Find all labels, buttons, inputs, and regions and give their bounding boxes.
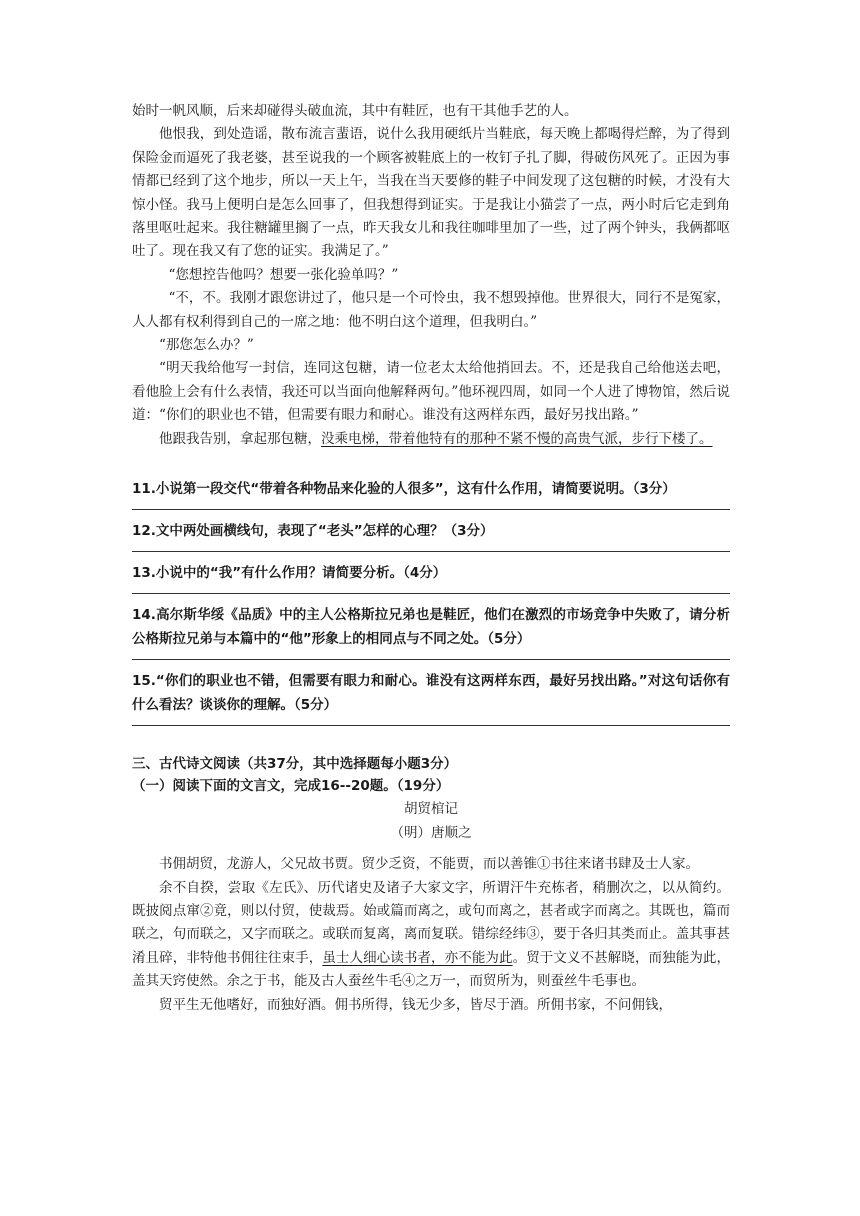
sub-section-heading: （一）阅读下面的文言文，完成16--20题。（19分） [132,778,450,795]
story-paragraph-7-text: 他跟我告别，拿起那包糖， [159,430,321,447]
answer-line [132,725,730,726]
story-paragraph-1: 始时一帆风顺，后来却碰得头破血流，其中有鞋匠，也有干其他手艺的人。 [132,103,578,119]
underlined-sentence: 没乘电梯，带着他特有的那种不紧不慢的高贵气派，步行下楼了。 [321,430,713,447]
answer-line [132,659,730,660]
classical-paragraph-3: 贸平生无他嗜好，而独好酒。佣书所得，钱无少多，皆尽于酒。所佣书家，不问佣钱， [159,996,672,1013]
story-paragraph-2: 他恨我，到处造谣，散布流言蜚语，说什么我用硬纸片当鞋底，每天晚上都喝得烂醉，为了得到保险金而逼死了我老婆，甚至说我的一个顾客被鞋底上的一枚钉子扎了脚，得破伤风死了。正因为事情都已经到了这个地步，所以一天上午，当我在当天要修的鞋子中间发现了这包糖的时候，才没有大惊小怪。我马上便明白是怎么回事了，但我想得到证实。于是我让小猫尝了一点，两小时后它走到角落里呕吐起来。我往糖罐里搁了一点，昨天我女儿和我往咖啡里加了一些，过了两个钟头，我俩都呕吐了。现在我又有了您的证实。我满足了。” [132,126,730,260]
answer-line [132,593,730,594]
answer-line [132,551,730,552]
answer-line [132,509,730,510]
spacer [132,451,730,477]
classical-paragraph-2-text: 余不自揆，尝取《左氏》、历代诸史及诸子大家文字，所谓汗牛充栋者，稍删次之，以从简约。既披阅点窜②竟，则以付贸，使裁焉。始或篇而离之，或句而离之，甚者或字而离之。其既也，篇而联之，句而联之，又字而联之。或联而复离，离而复联。错综经纬③，要于各归其类而止。盖其事甚淆且碎，非特他书佣往往束手， [132,879,730,966]
spacer [132,735,730,753]
classical-paragraph-1: 书佣胡贸，龙游人，父兄故书贾。贸少乏资，不能贾，而以善锥①书往来诸书肆及士人家。 [159,856,699,873]
passage-author: （明）唐顺之 [390,825,472,842]
question-12: 12.文中两处画横线句，表现了“老头”怎样的心理？（3分） [132,523,494,540]
story-paragraph-5: “那您怎么办？” [159,337,254,354]
question-11: 11.小说第一段交代“带着各种物品来化验的人很多”，这有什么作用，请简要说明。（3分） [132,481,676,498]
classical-paragraph-2 [132,877,730,994]
question-14: 14.高尔斯华绥《品质》中的主人公格斯拉兄弟也是鞋匠，他们在激烈的市场竞争中失败了，请分析公格斯拉兄弟与本篇中的“他”形象上的相同点与不同之处。（5分） [132,607,730,648]
story-paragraph-6: “明天我给他写一封信，连同这包糖，请一位老太太给他捎回去。不，还是我自己给他送去吧，看他脸上会有什么表情，我还可以当面向他解释两句。”他环视四周，如同一个人进了博物馆，然后说道：“你们的职业也不错，但需要有眼力和耐心。谁没有这两样东西，最好另找出路。” [132,360,730,424]
question-13: 13.小说中的“我”有什么作用？请简要分析。（4分） [132,565,447,582]
spacer [132,845,730,853]
story-paragraph-4: “不，不。我刚才跟您讲过了，他只是一个可怜虫，我不想毁掉他。世界很大，同行不是冤家，人人都有权利得到自己的一席之地：他不明白这个道理，但我明白。” [132,290,730,330]
story-paragraph-3: “您想控告他吗？想要一张化验单吗？” [168,266,399,283]
story-paragraph-7 [132,428,730,451]
passage-title: 胡贸棺记 [404,801,458,818]
page-content [132,100,730,1017]
classical-paragraph-2-text-end: 。贸于文义不甚解晓，而独能为此，盖其天窍使然。余之于书，能及古人蚕丝牛毛④之万一，而贸所为，则蚕丝牛毛事也。 [132,949,731,990]
underlined-sentence: 虽士人细心读书者，亦不能为此 [322,949,513,966]
question-15: 15.“你们的职业也不错，但需要有眼力和耐心。谁没有这两样东西，最好另找出路。”对这句话你有什么看法？谈谈你的理解。（5分） [132,673,730,714]
section-heading: 三、古代诗文阅读（共37分，其中选择题每小题3分） [132,756,458,773]
